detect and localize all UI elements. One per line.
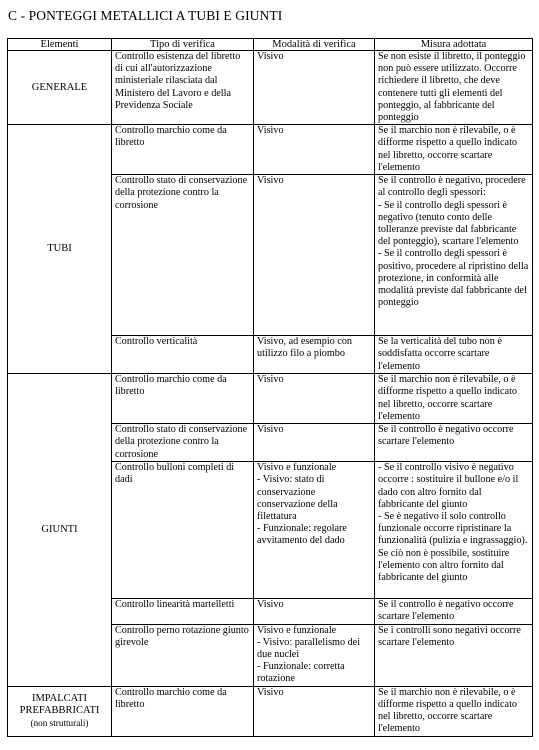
element-cell	[8, 686, 112, 736]
element-name: IMPALCATI PREFABBRICATI	[19, 692, 100, 717]
element-name: TUBI	[47, 243, 72, 255]
verification-table	[7, 38, 533, 737]
page-title: C - PONTEGGI METALLICI A TUBI E GIUNTI	[8, 8, 283, 23]
table-row	[8, 51, 533, 125]
element-subtitle: (non strutturali)	[30, 718, 89, 729]
misura-adottata-cell: Se il marchio non è rilevabile, o è difforme rispetto a quello indicato nel libretto, occorre scartare l'elemento	[375, 374, 533, 424]
misura-adottata-cell: Se il marchio non è rilevabile, o è difforme rispetto a quello indicato nel libretto, occorre scartare l'elemento	[375, 125, 533, 175]
modalita-di-verifica-cell: Visivo e funzionale - Visivo: stato di conservazione conservazione della filettatura - Funzionale: regolare avvitamento del dado	[254, 462, 375, 599]
element-name: GIUNTI	[41, 523, 78, 535]
modalita-di-verifica-cell: Visivo	[254, 424, 375, 462]
header-tipo-di-verifica: Tipo di verifica	[112, 39, 254, 51]
tipo-di-verifica-cell: Controllo verticalità	[112, 336, 254, 374]
tipo-di-verifica-cell: Controllo marchio come da libretto	[112, 125, 254, 175]
header-elementi: Elementi	[8, 39, 112, 51]
modalita-di-verifica-cell: Visivo	[254, 599, 375, 624]
misura-adottata-cell: Se la verticalità del tubo non è soddisfatta occorre scartare l'elemento	[375, 336, 533, 374]
tipo-di-verifica-cell: Controllo perno rotazione giunto girevole	[112, 624, 254, 686]
modalita-di-verifica-cell: Visivo	[254, 374, 375, 424]
tipo-di-verifica-cell: Controllo marchio come da libretto	[112, 686, 254, 736]
table-row	[8, 125, 533, 175]
table-row	[8, 686, 533, 736]
misura-adottata-cell: Se il marchio non è rilevabile, o è difforme rispetto a quello indicato nel libretto, occorre scartare l'elemento	[375, 686, 533, 736]
element-cell	[8, 51, 112, 125]
tipo-di-verifica-cell: Controllo stato di conservazione della protezione contro la corrosione	[112, 424, 254, 462]
header-modalita-di-verifica: Modalità di verifica	[254, 39, 375, 51]
tipo-di-verifica-cell: Controllo marchio come da libretto	[112, 374, 254, 424]
tipo-di-verifica-cell: Controllo linearità martelletti	[112, 599, 254, 624]
misura-adottata-cell: Se non esiste il libretto, il ponteggio non può essere utilizzato. Occorre richiedere il libretto, che deve contenere tutti gli elementi del ponteggio, al fabbricante del ponteggio	[375, 51, 533, 125]
element-cell	[8, 125, 112, 374]
misura-adottata-cell: Se il controllo è negativo occorre scartare l'elemento	[375, 424, 533, 462]
modalita-di-verifica-cell: Visivo	[254, 175, 375, 336]
misura-adottata-cell: Se il controllo è negativo, procedere al controllo degli spessori: - Se il controllo degli spessori è negativo (tenuto conto delle tolleranze previste dal fabbricante del ponteggio), scartare l'elemento - Se il controllo degli spessori è positivo, procedere al ripristino della protezione, in conformità alle modalità previste dal fabbricante del ponteggio	[375, 175, 533, 336]
tipo-di-verifica-cell: Controllo stato di conservazione della protezione contro la corrosione	[112, 175, 254, 336]
tipo-di-verifica-cell: Controllo bulloni completi di dadi	[112, 462, 254, 599]
modalita-di-verifica-cell: Visivo, ad esempio con utilizzo filo a piombo	[254, 336, 375, 374]
table-row	[8, 374, 533, 424]
misura-adottata-cell: Se il controllo è negativo occorre scartare l'elemento	[375, 599, 533, 624]
misura-adottata-cell: Se i controlli sono negativi occorre scartare l'elemento	[375, 624, 533, 686]
misura-adottata-cell: - Se il controllo visivo è negativo occorre : sostituire il bullone e/o il dado con altro fornito dal fabbricante del giunto - Se è negativo il solo controllo funzionale occorre ripristinare la funzionalità (pulizia e ingrassaggio). Se ciò non è possibile, sostituire l'elemento con altro fornito dal fabbricante del giunto	[375, 462, 533, 599]
modalita-di-verifica-cell: Visivo	[254, 686, 375, 736]
modalita-di-verifica-cell: Visivo e funzionale - Visivo: parallelismo dei due nuclei - Funzionale: corretta rotazione	[254, 624, 375, 686]
tipo-di-verifica-cell: Controllo esistenza del libretto di cui all'autorizzazione ministeriale rilasciata dal Ministero del Lavoro e della Previdenza Sociale	[112, 51, 254, 125]
element-name: GENERALE	[31, 81, 88, 93]
header-misura-adottata: Misura adottata	[375, 39, 533, 51]
table-header-row	[8, 39, 533, 51]
element-cell	[8, 374, 112, 686]
modalita-di-verifica-cell: Visivo	[254, 125, 375, 175]
modalita-di-verifica-cell: Visivo	[254, 51, 375, 125]
